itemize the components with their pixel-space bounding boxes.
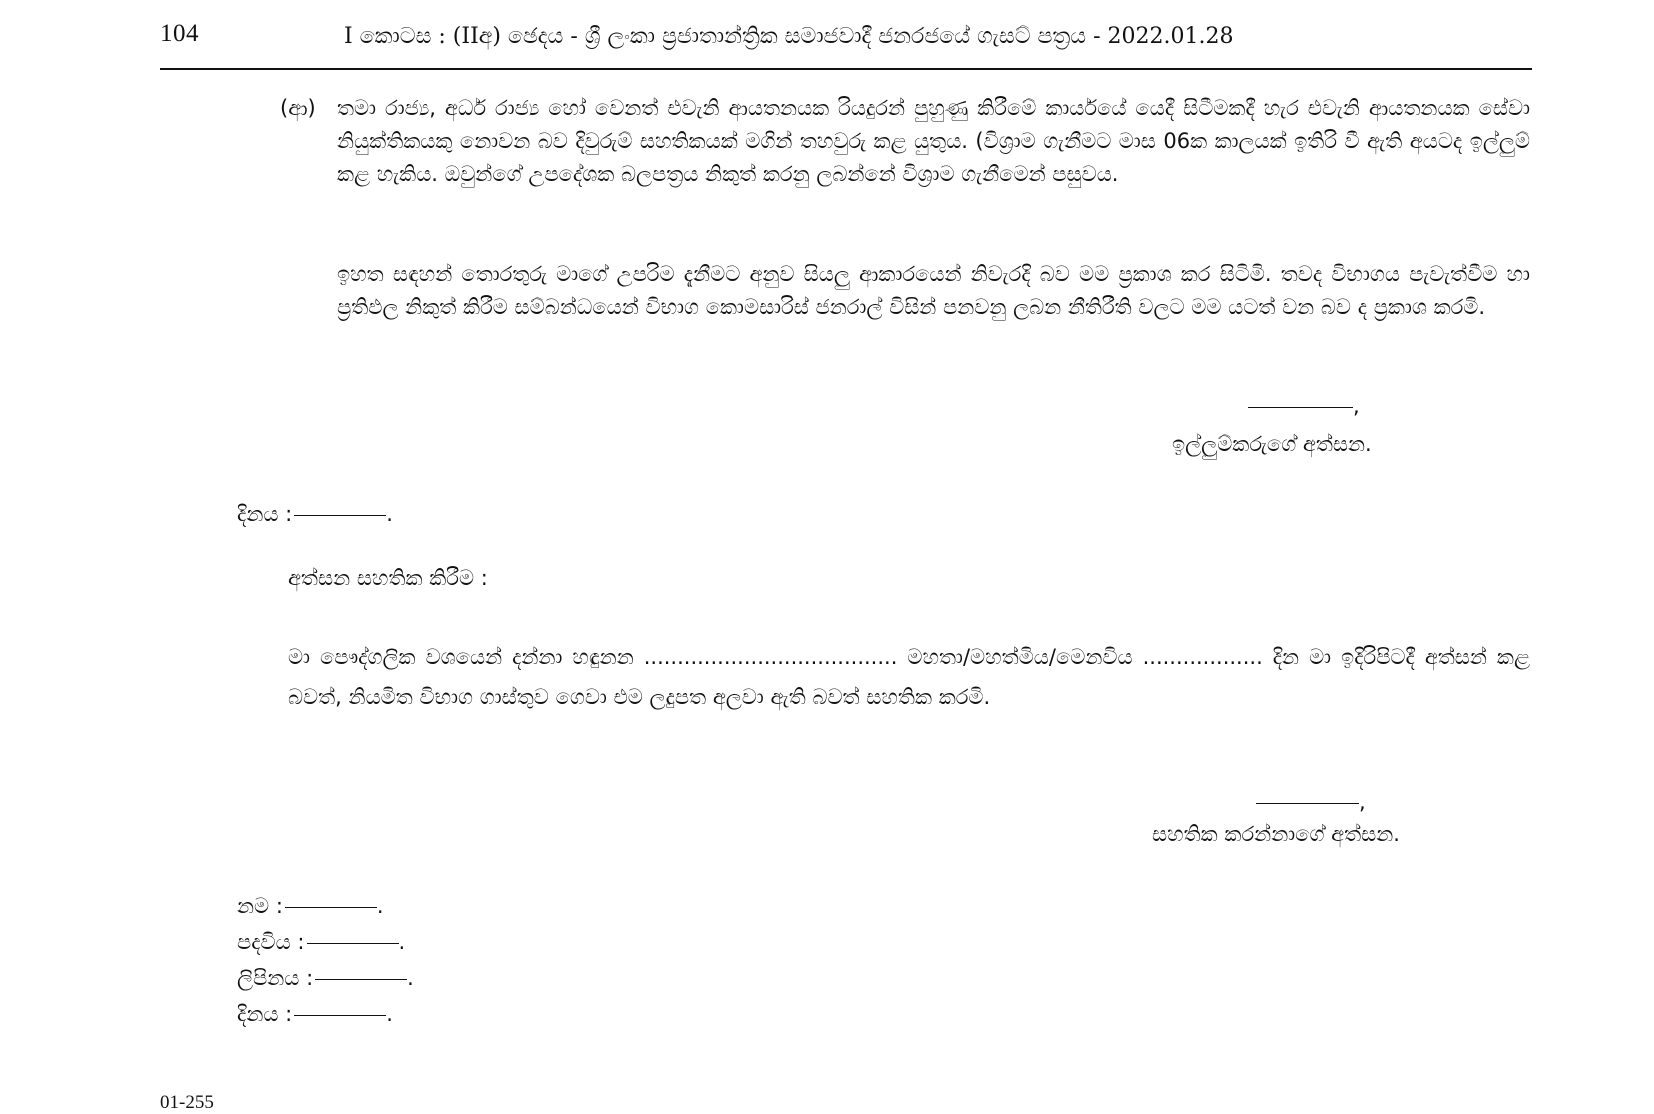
blank-rule: [307, 943, 399, 944]
name-field: නම : .: [237, 894, 384, 918]
date-field: දිනය : .: [237, 502, 393, 526]
certifier-signature-line: [1256, 790, 1366, 814]
page-number: 104: [160, 20, 199, 47]
applicant-signature-line: [1248, 394, 1360, 418]
field-label: පදවිය :: [237, 930, 305, 954]
designation-field: පදවිය : .: [237, 930, 406, 954]
date-label: දිනය :: [237, 502, 293, 526]
certification-heading: අත්සන සහතික කිරීම :: [288, 566, 488, 590]
certification-text: මා පෞද්ගලික වශයෙන් දන්නා හඳුනන ...................................... මහතා/මහත්මිය/මෙනවිය .................. දින මා ඉදිරිපිටදී අත්සන් කළ බවත්, නියමිත විභාග ගාස්තුව ගෙවා එම ලදුපත අලවා ඇති බවත් සහතික කරමි.: [288, 645, 1530, 709]
signature-rule: [1256, 803, 1359, 804]
signature-comma: ,: [1353, 394, 1360, 418]
field-label: දිනය :: [237, 1002, 293, 1026]
field-label: ලිපිනය :: [237, 966, 314, 990]
field-label: නම :: [237, 894, 283, 918]
signature-comma: ,: [1359, 790, 1366, 814]
declaration-text: ඉහත සඳහන් තොරතුරු මාගේ උපරිම දැනීමට අනුව සියලු ආකාරයෙන් නිවැරදි බව මම ප්‍රකාශ කර සිටිමි. තවද විභාගය පැවැත්වීම හා ප්‍රතිඵල නිකුත් කිරීම සම්බන්ධයෙන් විභාග කොමසාරිස් ජනරාල් විසින් පනවනු ලබන නීතිරීති වලට මම යටත් වන බව ද ප්‍රකාශ කරමි.: [337, 262, 1530, 319]
paragraph-a-text: තමා රාජ්‍ය, අර්ධ රාජ්‍ය හෝ වෙනත් එවැනි ආයතනයක රියදුරන් පුහුණු කිරීමේ කාර්යයේ යෙදී සිටීමකදී හැර එවැනි ආයතනයක සේවා නියුක්තිකයකු නොවන බව දිවුරුම් සහතිකයක් මගින් තහවුරු කළ යුතුය. (විශ්‍රාම ගැනීමට මාස 06ක කාලයක් ඉතිරි වී ඇති අයටද ඉල්ලුම් කළ හැකිය. ඔවුන්ගේ උපදේශක බලපත්‍රය නිකුත් කරනු ලබන්නේ විශ්‍රාම ගැනීමෙන් පසුවය.: [337, 96, 1530, 186]
certifier-date-field: දිනය : .: [237, 1002, 393, 1026]
blank-rule: [315, 979, 407, 980]
footer-code: 01-255: [160, 1092, 214, 1113]
signature-rule: [1248, 407, 1353, 408]
applicant-signature-caption: ඉල්ලුම්කරුගේ අත්සන.: [1172, 432, 1372, 456]
address-field: ලිපිනය : .: [237, 966, 414, 990]
certifier-signature-caption: සහතික කරන්නාගේ අත්සන.: [1152, 822, 1400, 846]
header-rule: [160, 68, 1532, 70]
blank-rule: [294, 1015, 386, 1016]
blank-rule: [285, 907, 377, 908]
paragraph-label: (ආ): [280, 96, 316, 120]
gazette-header-title: I කොටස : (IIඅ) ඡෙදය - ශ්‍රී ලංකා ප්‍රජාතාන්ත්‍රික සමාජවාදී ජනරජයේ ගැසට් පත්‍රය - 2022.01.28: [344, 24, 1234, 49]
blank-rule: [294, 515, 386, 516]
